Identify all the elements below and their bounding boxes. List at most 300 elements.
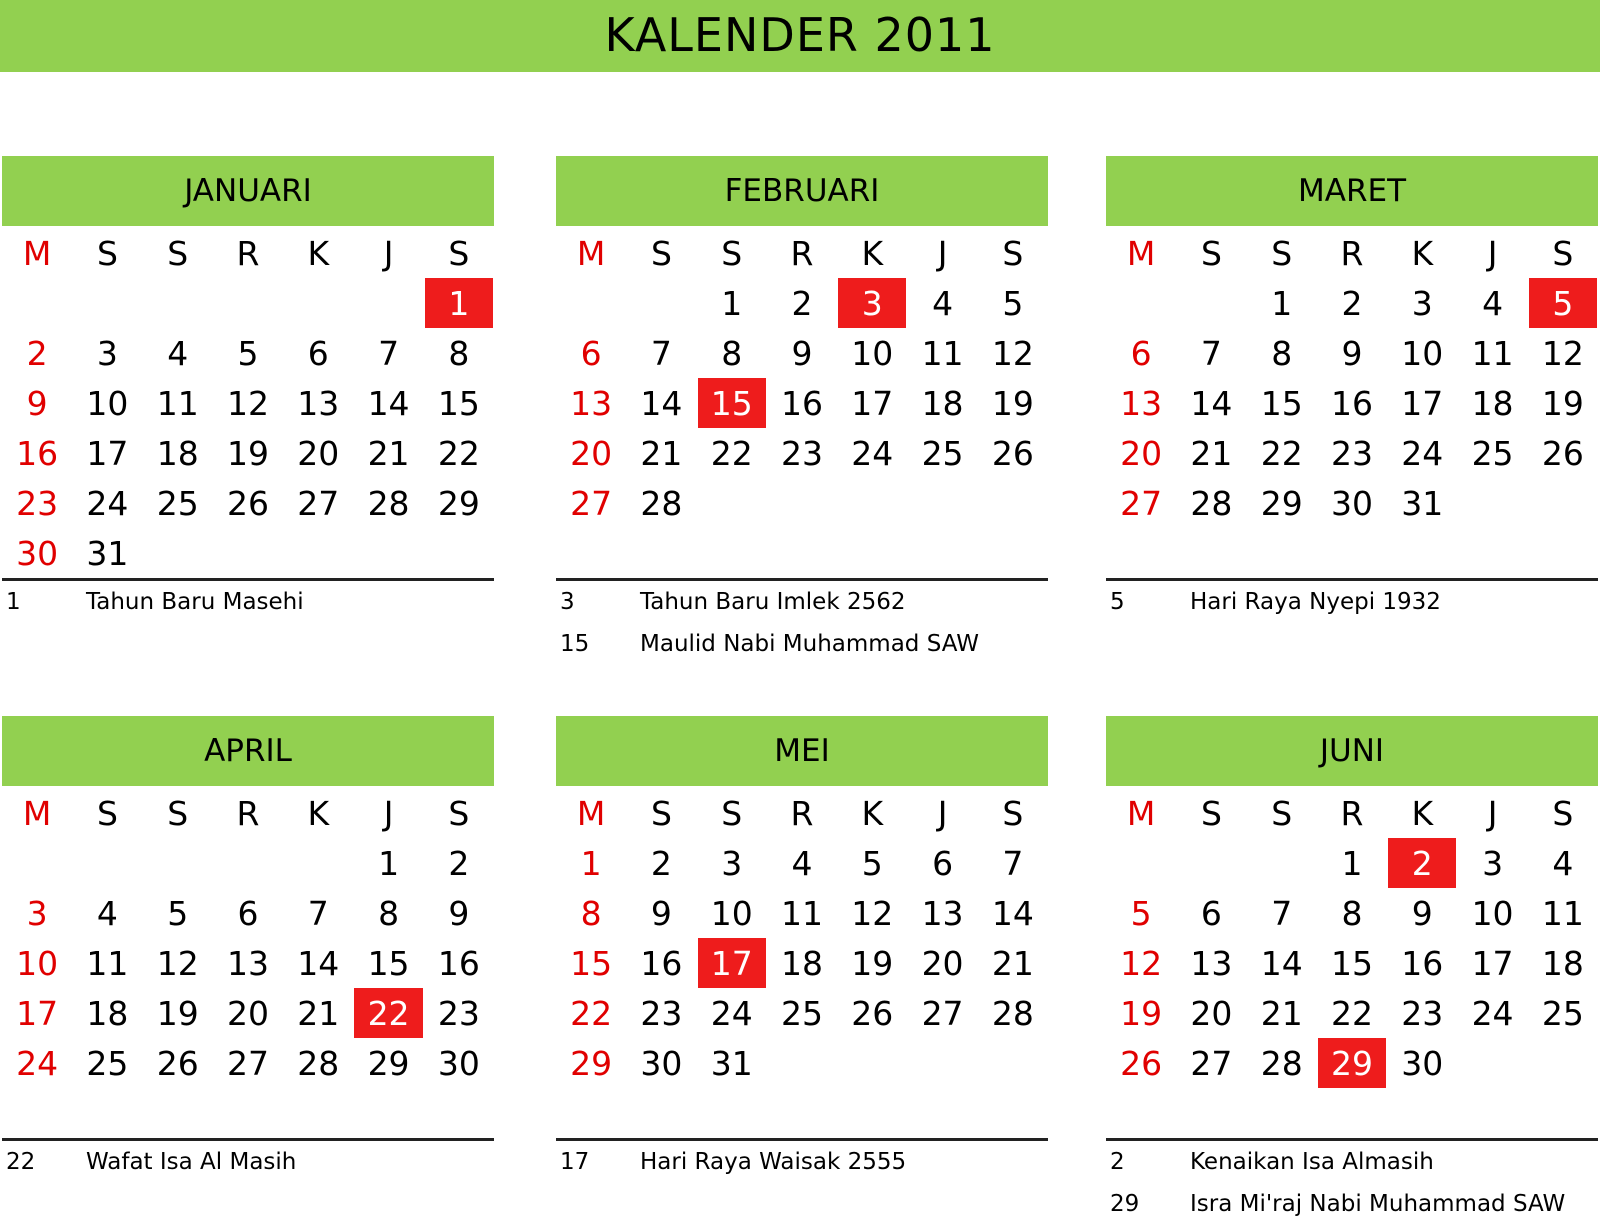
holiday-notes [2, 581, 494, 623]
month-april [2, 716, 494, 1183]
day-cell[interactable]: 23 [16, 483, 59, 523]
weekday-label: M [22, 793, 52, 833]
day-cell[interactable]: 8 [378, 893, 400, 933]
day-cell[interactable]: 25 [921, 433, 964, 473]
day-cell[interactable]: 21 [640, 433, 683, 473]
day-cell[interactable]: 23 [780, 433, 823, 473]
day-cell[interactable]: 3 [26, 893, 48, 933]
day-cell[interactable]: 6 [1130, 333, 1152, 373]
day-cell[interactable]: 6 [1200, 893, 1222, 933]
day-cell[interactable]: 26 [1120, 1043, 1163, 1083]
empty-cell [697, 478, 767, 528]
day-cell[interactable]: 16 [640, 943, 683, 983]
day-cell[interactable]: 23 [437, 993, 480, 1033]
holiday-note-day: 17 [560, 1149, 590, 1175]
day-cell[interactable]: 25 [1471, 433, 1514, 473]
holiday-note-day: 5 [1110, 589, 1125, 615]
empty-cell [424, 528, 494, 578]
empty-cell [1106, 838, 1176, 888]
day-grid [1106, 788, 1598, 1138]
holiday-note-day: 22 [6, 1149, 36, 1175]
empty-cell [907, 1038, 977, 1088]
day-cell[interactable]: 2 [1341, 283, 1363, 323]
day-cell[interactable]: 11 [156, 383, 199, 423]
day-cell[interactable]: 27 [570, 483, 613, 523]
day-cell[interactable]: 24 [86, 483, 129, 523]
day-cell[interactable]: 5 [237, 333, 259, 373]
holiday-note-text: Kenaikan Isa Almasih [1190, 1149, 1434, 1175]
day-cell[interactable]: 12 [156, 943, 199, 983]
holiday-notes [1106, 1141, 1598, 1225]
day-cell[interactable]: 30 [640, 1043, 683, 1083]
day-cell[interactable]: 11 [780, 893, 823, 933]
day-cell[interactable]: 17 [86, 433, 129, 473]
day-cell[interactable]: 14 [991, 893, 1034, 933]
holiday-note-day: 29 [1110, 1191, 1140, 1217]
day-cell[interactable]: 2 [791, 283, 813, 323]
empty-cell [978, 528, 1048, 578]
day-cell[interactable]: 22 [1260, 433, 1303, 473]
day-cell[interactable]: 14 [297, 943, 340, 983]
empty-cell [1457, 1088, 1527, 1138]
day-cell[interactable]: 10 [710, 893, 753, 933]
weekday-label: K [1411, 233, 1434, 273]
day-cell[interactable]: 10 [1401, 333, 1444, 373]
empty-cell [837, 1038, 907, 1088]
day-cell[interactable]: 26 [851, 993, 894, 1033]
day-cell[interactable]: 21 [367, 433, 410, 473]
day-cell[interactable]: 13 [921, 893, 964, 933]
day-cell[interactable]: 18 [780, 943, 823, 983]
holiday-day-cell[interactable]: 22 [354, 988, 422, 1038]
day-cell[interactable]: 31 [86, 533, 129, 573]
day-cell[interactable]: 25 [780, 993, 823, 1033]
weekday-label: R [1340, 233, 1364, 273]
day-cell[interactable]: 27 [297, 483, 340, 523]
weekday-label: S [721, 793, 743, 833]
weekday-label: J [383, 793, 394, 833]
empty-cell [1106, 528, 1176, 578]
day-cell[interactable]: 6 [580, 333, 602, 373]
empty-cell [72, 278, 142, 328]
day-cell[interactable]: 8 [448, 333, 470, 373]
weekday-label: S [167, 233, 189, 273]
empty-cell [837, 478, 907, 528]
day-cell[interactable]: 17 [1471, 943, 1514, 983]
empty-cell [1317, 1088, 1387, 1138]
day-cell[interactable]: 17 [16, 993, 59, 1033]
day-cell[interactable]: 3 [1482, 843, 1504, 883]
day-cell[interactable]: 21 [1190, 433, 1233, 473]
day-cell[interactable]: 4 [1482, 283, 1504, 323]
weekday-label: J [937, 233, 948, 273]
day-cell[interactable]: 28 [640, 483, 683, 523]
weekday-label: K [1411, 793, 1434, 833]
empty-cell [213, 528, 283, 578]
day-cell[interactable]: 28 [1190, 483, 1233, 523]
weekday-label: S [448, 233, 470, 273]
day-cell[interactable]: 16 [16, 433, 59, 473]
day-cell[interactable]: 28 [1260, 1043, 1303, 1083]
day-cell[interactable]: 3 [721, 843, 743, 883]
empty-cell [143, 278, 213, 328]
month-march [1106, 156, 1598, 623]
day-cell[interactable]: 15 [1330, 943, 1373, 983]
day-cell[interactable]: 19 [1541, 383, 1584, 423]
day-grid [556, 228, 1048, 578]
day-cell[interactable]: 2 [26, 333, 48, 373]
empty-cell [837, 1088, 907, 1138]
day-cell[interactable]: 24 [710, 993, 753, 1033]
day-cell[interactable]: 19 [991, 383, 1034, 423]
day-cell[interactable]: 3 [1411, 283, 1433, 323]
day-cell[interactable]: 18 [1471, 383, 1514, 423]
day-cell[interactable]: 2 [448, 843, 470, 883]
day-cell[interactable]: 16 [1401, 943, 1444, 983]
day-cell[interactable]: 27 [921, 993, 964, 1033]
day-cell[interactable]: 14 [1190, 383, 1233, 423]
holiday-note-text: Maulid Nabi Muhammad SAW [640, 631, 979, 657]
weekday-label: S [1552, 233, 1574, 273]
empty-cell [556, 278, 626, 328]
day-cell[interactable]: 12 [991, 333, 1034, 373]
month-name: JUNI [1106, 716, 1598, 786]
day-cell[interactable]: 25 [1541, 993, 1584, 1033]
day-cell[interactable]: 6 [932, 843, 954, 883]
day-cell[interactable]: 25 [156, 483, 199, 523]
holiday-note-text: Tahun Baru Masehi [86, 589, 304, 615]
empty-cell [353, 1088, 423, 1138]
day-cell[interactable]: 30 [1401, 1043, 1444, 1083]
day-cell[interactable]: 10 [1471, 893, 1514, 933]
empty-cell [283, 278, 353, 328]
day-cell[interactable]: 6 [307, 333, 329, 373]
day-cell[interactable]: 6 [237, 893, 259, 933]
day-cell[interactable]: 30 [1330, 483, 1373, 523]
day-cell[interactable]: 13 [1190, 943, 1233, 983]
weekday-label: S [650, 793, 672, 833]
empty-cell [1528, 1088, 1598, 1138]
empty-cell [1317, 528, 1387, 578]
weekday-label: S [650, 233, 672, 273]
day-cell[interactable]: 9 [1411, 893, 1433, 933]
day-cell[interactable]: 4 [167, 333, 189, 373]
weekday-label: S [1271, 233, 1293, 273]
day-cell[interactable]: 12 [1541, 333, 1584, 373]
month-name: MARET [1106, 156, 1598, 226]
day-cell[interactable]: 1 [721, 283, 743, 323]
empty-cell [1247, 1088, 1317, 1138]
day-cell[interactable]: 20 [921, 943, 964, 983]
empty-cell [767, 478, 837, 528]
weekday-label: S [96, 793, 118, 833]
day-cell[interactable]: 14 [367, 383, 410, 423]
day-cell[interactable]: 20 [1120, 433, 1163, 473]
empty-cell [697, 1088, 767, 1138]
day-cell[interactable]: 18 [86, 993, 129, 1033]
day-cell[interactable]: 9 [448, 893, 470, 933]
empty-cell [72, 838, 142, 888]
day-cell[interactable]: 22 [437, 433, 480, 473]
empty-cell [907, 478, 977, 528]
day-cell[interactable]: 16 [1330, 383, 1373, 423]
day-cell[interactable]: 24 [1471, 993, 1514, 1033]
day-cell[interactable]: 7 [650, 333, 672, 373]
empty-cell [1176, 278, 1246, 328]
day-cell[interactable]: 16 [437, 943, 480, 983]
day-cell[interactable]: 4 [1552, 843, 1574, 883]
day-cell[interactable]: 20 [570, 433, 613, 473]
month-june [1106, 716, 1598, 1225]
empty-cell [213, 1088, 283, 1138]
day-grid [2, 788, 494, 1138]
day-cell[interactable]: 26 [991, 433, 1034, 473]
weekday-label: R [236, 793, 260, 833]
day-cell[interactable]: 13 [1120, 383, 1163, 423]
holiday-day-cell[interactable]: 15 [698, 378, 766, 428]
weekday-label: S [96, 233, 118, 273]
day-cell[interactable]: 20 [297, 433, 340, 473]
day-cell[interactable]: 29 [367, 1043, 410, 1083]
empty-cell [353, 528, 423, 578]
holiday-note-text: Hari Raya Waisak 2555 [640, 1149, 907, 1175]
day-cell[interactable]: 7 [1200, 333, 1222, 373]
day-cell[interactable]: 7 [1271, 893, 1293, 933]
day-cell[interactable]: 24 [851, 433, 894, 473]
day-cell[interactable]: 9 [791, 333, 813, 373]
weekday-label: M [576, 793, 606, 833]
day-cell[interactable]: 13 [570, 383, 613, 423]
day-cell[interactable]: 18 [1541, 943, 1584, 983]
holiday-day-cell[interactable]: 3 [838, 278, 906, 328]
holiday-note-day: 15 [560, 631, 590, 657]
day-cell[interactable]: 21 [297, 993, 340, 1033]
empty-cell [424, 1088, 494, 1138]
day-cell[interactable]: 27 [226, 1043, 269, 1083]
day-cell[interactable]: 22 [710, 433, 753, 473]
weekday-label: J [383, 233, 394, 273]
day-cell[interactable]: 19 [156, 993, 199, 1033]
day-cell[interactable]: 5 [167, 893, 189, 933]
day-cell[interactable]: 23 [1401, 993, 1444, 1033]
day-cell[interactable]: 4 [791, 843, 813, 883]
day-cell[interactable]: 28 [367, 483, 410, 523]
empty-cell [213, 278, 283, 328]
holiday-note-text: Hari Raya Nyepi 1932 [1190, 589, 1441, 615]
empty-cell [767, 1038, 837, 1088]
empty-cell [1387, 1088, 1457, 1138]
holiday-day-cell[interactable]: 5 [1529, 278, 1597, 328]
day-cell[interactable]: 22 [1330, 993, 1373, 1033]
weekday-label: S [721, 233, 743, 273]
empty-cell [907, 1088, 977, 1138]
day-grid [1106, 228, 1598, 578]
day-cell[interactable]: 11 [86, 943, 129, 983]
holiday-notes [1106, 581, 1598, 623]
holiday-note [1106, 1183, 1598, 1225]
day-cell[interactable]: 24 [16, 1043, 59, 1083]
day-cell[interactable]: 4 [96, 893, 118, 933]
empty-cell [1457, 528, 1527, 578]
month-name: JANUARI [2, 156, 494, 226]
day-cell[interactable]: 8 [1271, 333, 1293, 373]
day-cell[interactable]: 2 [650, 843, 672, 883]
empty-cell [907, 528, 977, 578]
holiday-day-cell[interactable]: 2 [1388, 838, 1456, 888]
day-cell[interactable]: 17 [1401, 383, 1444, 423]
day-cell[interactable]: 8 [580, 893, 602, 933]
day-cell[interactable]: 5 [1130, 893, 1152, 933]
weekday-label: K [307, 793, 330, 833]
day-cell[interactable]: 8 [1341, 893, 1363, 933]
holiday-note-text: Tahun Baru Imlek 2562 [640, 589, 906, 615]
day-cell[interactable]: 9 [1341, 333, 1363, 373]
day-cell[interactable]: 5 [861, 843, 883, 883]
holiday-note-text: Isra Mi'raj Nabi Muhammad SAW [1190, 1191, 1566, 1217]
empty-cell [978, 478, 1048, 528]
holiday-note [1106, 581, 1598, 623]
weekday-label: S [1552, 793, 1574, 833]
empty-cell [1387, 528, 1457, 578]
day-cell[interactable]: 13 [226, 943, 269, 983]
day-cell[interactable]: 24 [1401, 433, 1444, 473]
day-cell[interactable]: 18 [156, 433, 199, 473]
month-name: MEI [556, 716, 1048, 786]
empty-cell [1106, 1088, 1176, 1138]
month-january [2, 156, 494, 623]
day-cell[interactable]: 12 [851, 893, 894, 933]
day-cell[interactable]: 11 [1541, 893, 1584, 933]
empty-cell [283, 838, 353, 888]
day-cell[interactable]: 12 [226, 383, 269, 423]
day-cell[interactable]: 29 [570, 1043, 613, 1083]
empty-cell [626, 278, 696, 328]
empty-cell [72, 1088, 142, 1138]
day-cell[interactable]: 27 [1120, 483, 1163, 523]
day-grid [556, 788, 1048, 1138]
holiday-note [2, 1141, 494, 1183]
weekday-label: J [1487, 793, 1498, 833]
day-cell[interactable]: 25 [86, 1043, 129, 1083]
day-cell[interactable]: 15 [437, 383, 480, 423]
holiday-note [556, 1141, 1048, 1183]
holiday-day-cell[interactable]: 29 [1318, 1038, 1386, 1088]
day-cell[interactable]: 15 [1260, 383, 1303, 423]
day-cell[interactable]: 7 [1002, 843, 1024, 883]
day-cell[interactable]: 16 [780, 383, 823, 423]
weekday-label: R [1340, 793, 1364, 833]
empty-cell [1528, 1038, 1598, 1088]
day-cell[interactable]: 20 [1190, 993, 1233, 1033]
day-cell[interactable]: 11 [921, 333, 964, 373]
weekday-label: R [790, 233, 814, 273]
day-cell[interactable]: 12 [1120, 943, 1163, 983]
day-cell[interactable]: 19 [226, 433, 269, 473]
day-cell[interactable]: 11 [1471, 333, 1514, 373]
weekday-label: S [1200, 793, 1222, 833]
day-cell[interactable]: 9 [650, 893, 672, 933]
day-cell[interactable]: 14 [1260, 943, 1303, 983]
day-cell[interactable]: 7 [378, 333, 400, 373]
holiday-note-day: 2 [1110, 1149, 1125, 1175]
day-cell[interactable]: 10 [86, 383, 129, 423]
empty-cell [837, 528, 907, 578]
day-cell[interactable]: 28 [991, 993, 1034, 1033]
day-cell[interactable]: 4 [932, 283, 954, 323]
day-cell[interactable]: 18 [921, 383, 964, 423]
empty-cell [283, 528, 353, 578]
day-cell[interactable]: 30 [437, 1043, 480, 1083]
holiday-note-text: Wafat Isa Al Masih [86, 1149, 297, 1175]
holiday-notes [556, 1141, 1048, 1183]
day-cell[interactable]: 20 [226, 993, 269, 1033]
day-cell[interactable]: 9 [26, 383, 48, 423]
weekday-label: S [1200, 233, 1222, 273]
day-cell[interactable]: 17 [851, 383, 894, 423]
day-cell[interactable]: 14 [640, 383, 683, 423]
day-cell[interactable]: 26 [156, 1043, 199, 1083]
day-cell[interactable]: 26 [226, 483, 269, 523]
empty-cell [1528, 528, 1598, 578]
day-cell[interactable]: 13 [297, 383, 340, 423]
empty-cell [143, 838, 213, 888]
holiday-day-cell[interactable]: 17 [698, 938, 766, 988]
empty-cell [143, 528, 213, 578]
day-cell[interactable]: 30 [16, 533, 59, 573]
weekday-label: M [22, 233, 52, 273]
day-cell[interactable]: 3 [96, 333, 118, 373]
empty-cell [283, 1088, 353, 1138]
weekday-label: M [576, 233, 606, 273]
empty-cell [1457, 1038, 1527, 1088]
day-cell[interactable]: 21 [1260, 993, 1303, 1033]
day-cell[interactable]: 19 [851, 943, 894, 983]
day-cell[interactable]: 1 [378, 843, 400, 883]
day-cell[interactable]: 22 [570, 993, 613, 1033]
day-cell[interactable]: 15 [367, 943, 410, 983]
day-cell[interactable]: 31 [1401, 483, 1444, 523]
month-february [556, 156, 1048, 665]
day-cell[interactable]: 19 [1120, 993, 1163, 1033]
empty-cell [353, 278, 423, 328]
weekday-label: J [1487, 233, 1498, 273]
day-cell[interactable]: 27 [1190, 1043, 1233, 1083]
day-cell[interactable]: 29 [1260, 483, 1303, 523]
day-cell[interactable]: 21 [991, 943, 1034, 983]
day-cell[interactable]: 5 [1002, 283, 1024, 323]
day-cell[interactable]: 8 [721, 333, 743, 373]
empty-cell [1176, 838, 1246, 888]
day-cell[interactable]: 28 [297, 1043, 340, 1083]
day-cell[interactable]: 10 [16, 943, 59, 983]
day-grid [2, 228, 494, 578]
day-cell[interactable]: 1 [1271, 283, 1293, 323]
day-cell[interactable]: 7 [307, 893, 329, 933]
day-cell[interactable]: 1 [1341, 843, 1363, 883]
day-cell[interactable]: 31 [710, 1043, 753, 1083]
day-cell[interactable]: 10 [851, 333, 894, 373]
day-cell[interactable]: 1 [580, 843, 602, 883]
day-cell[interactable]: 29 [437, 483, 480, 523]
holiday-notes [556, 581, 1048, 665]
weekday-label: S [1271, 793, 1293, 833]
holiday-day-cell[interactable]: 1 [425, 278, 493, 328]
day-cell[interactable]: 15 [570, 943, 613, 983]
day-cell[interactable]: 26 [1541, 433, 1584, 473]
empty-cell [1247, 838, 1317, 888]
day-cell[interactable]: 23 [640, 993, 683, 1033]
day-cell[interactable]: 23 [1330, 433, 1373, 473]
